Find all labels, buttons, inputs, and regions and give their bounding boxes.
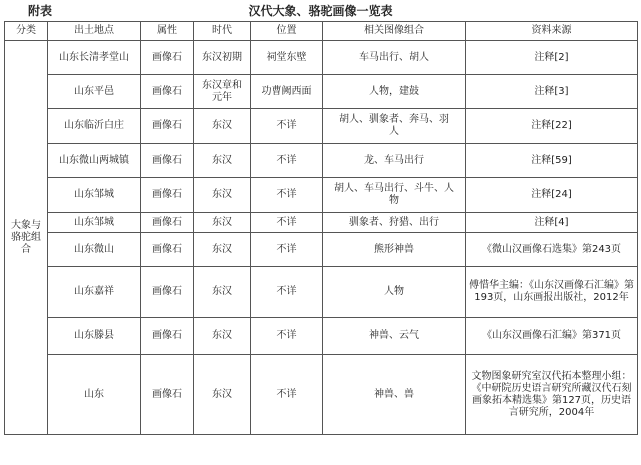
images-cell [323, 109, 466, 144]
images-cell [323, 178, 466, 213]
column-header: 相关图像组合 [323, 22, 466, 41]
position-cell: 不详 [251, 109, 323, 144]
column-header: 资料来源 [466, 22, 638, 41]
attribute-cell: 画像石 [141, 75, 194, 109]
position-cell: 不详 [251, 233, 323, 267]
source-cell: 注释[2] [466, 41, 638, 75]
era-cell: 东汉 [194, 233, 251, 267]
column-header: 出土地点 [48, 22, 141, 41]
table-row [5, 355, 638, 435]
attribute-cell: 画像石 [141, 178, 194, 213]
source-cell: 注释[4] [466, 213, 638, 233]
source-cell: 文物图象研究室汉代拓本整理小组：《中研院历史语言研究所藏汉代石刻画象拓本精选集》第127页，历史语言研究所，2004年 [466, 355, 638, 435]
source-cell: 傅惜华主编：《山东汉画像石汇编》第193页，山东画报出版社，2012年 [466, 267, 638, 318]
images-text: 胡人、驯象者、奔马、羽人 [339, 114, 449, 137]
era-text: 东汉章和元年 [202, 79, 242, 103]
attribute-cell: 画像石 [141, 144, 194, 178]
images-cell: 人物，建鼓 [323, 75, 466, 109]
column-header: 分类 [5, 22, 48, 41]
location-cell: 山东嘉祥 [48, 267, 141, 318]
era-cell: 东汉初期 [194, 41, 251, 75]
location-cell: 山东平邑 [48, 75, 141, 109]
appendix-label: 附表 [28, 4, 53, 18]
source-cell: 《微山汉画像石选集》第243页 [466, 233, 638, 267]
era-cell [194, 75, 251, 109]
table-row [5, 144, 638, 178]
column-header: 位置 [251, 22, 323, 41]
position-cell: 不详 [251, 144, 323, 178]
source-cell: 注释[3] [466, 75, 638, 109]
era-cell: 东汉 [194, 213, 251, 233]
table-row [5, 178, 638, 213]
attribute-cell: 画像石 [141, 318, 194, 355]
attribute-cell: 画像石 [141, 109, 194, 144]
position-cell: 功曹阙西面 [251, 75, 323, 109]
position-cell: 祠堂东壁 [251, 41, 323, 75]
location-cell: 山东邹城 [48, 178, 141, 213]
location-cell: 山东邹城 [48, 213, 141, 233]
images-cell: 神兽、云气 [323, 318, 466, 355]
era-cell: 东汉 [194, 178, 251, 213]
table-row [5, 318, 638, 355]
source-cell: 注释[24] [466, 178, 638, 213]
source-cell: 注释[59] [466, 144, 638, 178]
location-text: 山东微山两城镇 [59, 154, 129, 166]
attribute-cell: 画像石 [141, 213, 194, 233]
images-cell: 神兽、兽 [323, 355, 466, 435]
images-cell: 龙、车马出行 [323, 144, 466, 178]
source-cell: 《山东汉画像石汇编》第371页 [466, 318, 638, 355]
source-cell: 注释[22] [466, 109, 638, 144]
table-title: 汉代大象、骆驼画像一览表 [248, 4, 393, 18]
attribute-cell: 画像石 [141, 233, 194, 267]
location-cell: 山东微山 [48, 233, 141, 267]
location-cell: 山东滕县 [48, 318, 141, 355]
column-header: 时代 [194, 22, 251, 41]
artifact-table [4, 21, 638, 435]
table-row [5, 41, 638, 75]
era-cell: 东汉 [194, 318, 251, 355]
location-cell: 山东长清孝堂山 [48, 41, 141, 75]
era-cell: 东汉 [194, 144, 251, 178]
position-cell: 不详 [251, 355, 323, 435]
era-cell: 东汉 [194, 267, 251, 318]
position-cell: 不详 [251, 213, 323, 233]
table-row [5, 267, 638, 318]
era-cell: 东汉 [194, 109, 251, 144]
images-text: 胡人、车马出行、斗牛、人物 [334, 183, 454, 206]
position-cell: 不详 [251, 178, 323, 213]
table-row [5, 75, 638, 109]
table-row [5, 213, 638, 233]
position-cell: 不详 [251, 267, 323, 318]
table-header-row [5, 22, 638, 41]
images-cell: 人物 [323, 267, 466, 318]
document-header [0, 0, 641, 22]
era-cell: 东汉 [194, 355, 251, 435]
table-row [5, 233, 638, 267]
images-cell: 驯象者、狩猎、出行 [323, 213, 466, 233]
attribute-cell: 画像石 [141, 355, 194, 435]
category-cell [5, 41, 48, 435]
table-row [5, 109, 638, 144]
images-cell: 熊形神兽 [323, 233, 466, 267]
images-cell: 车马出行、胡人 [323, 41, 466, 75]
location-cell [48, 144, 141, 178]
category-label: 大象与骆驼组合 [11, 219, 41, 255]
position-cell: 不详 [251, 318, 323, 355]
attribute-cell: 画像石 [141, 41, 194, 75]
column-header: 属性 [141, 22, 194, 41]
location-cell: 山东临沂白庄 [48, 109, 141, 144]
attribute-cell: 画像石 [141, 267, 194, 318]
location-cell: 山东 [48, 355, 141, 435]
